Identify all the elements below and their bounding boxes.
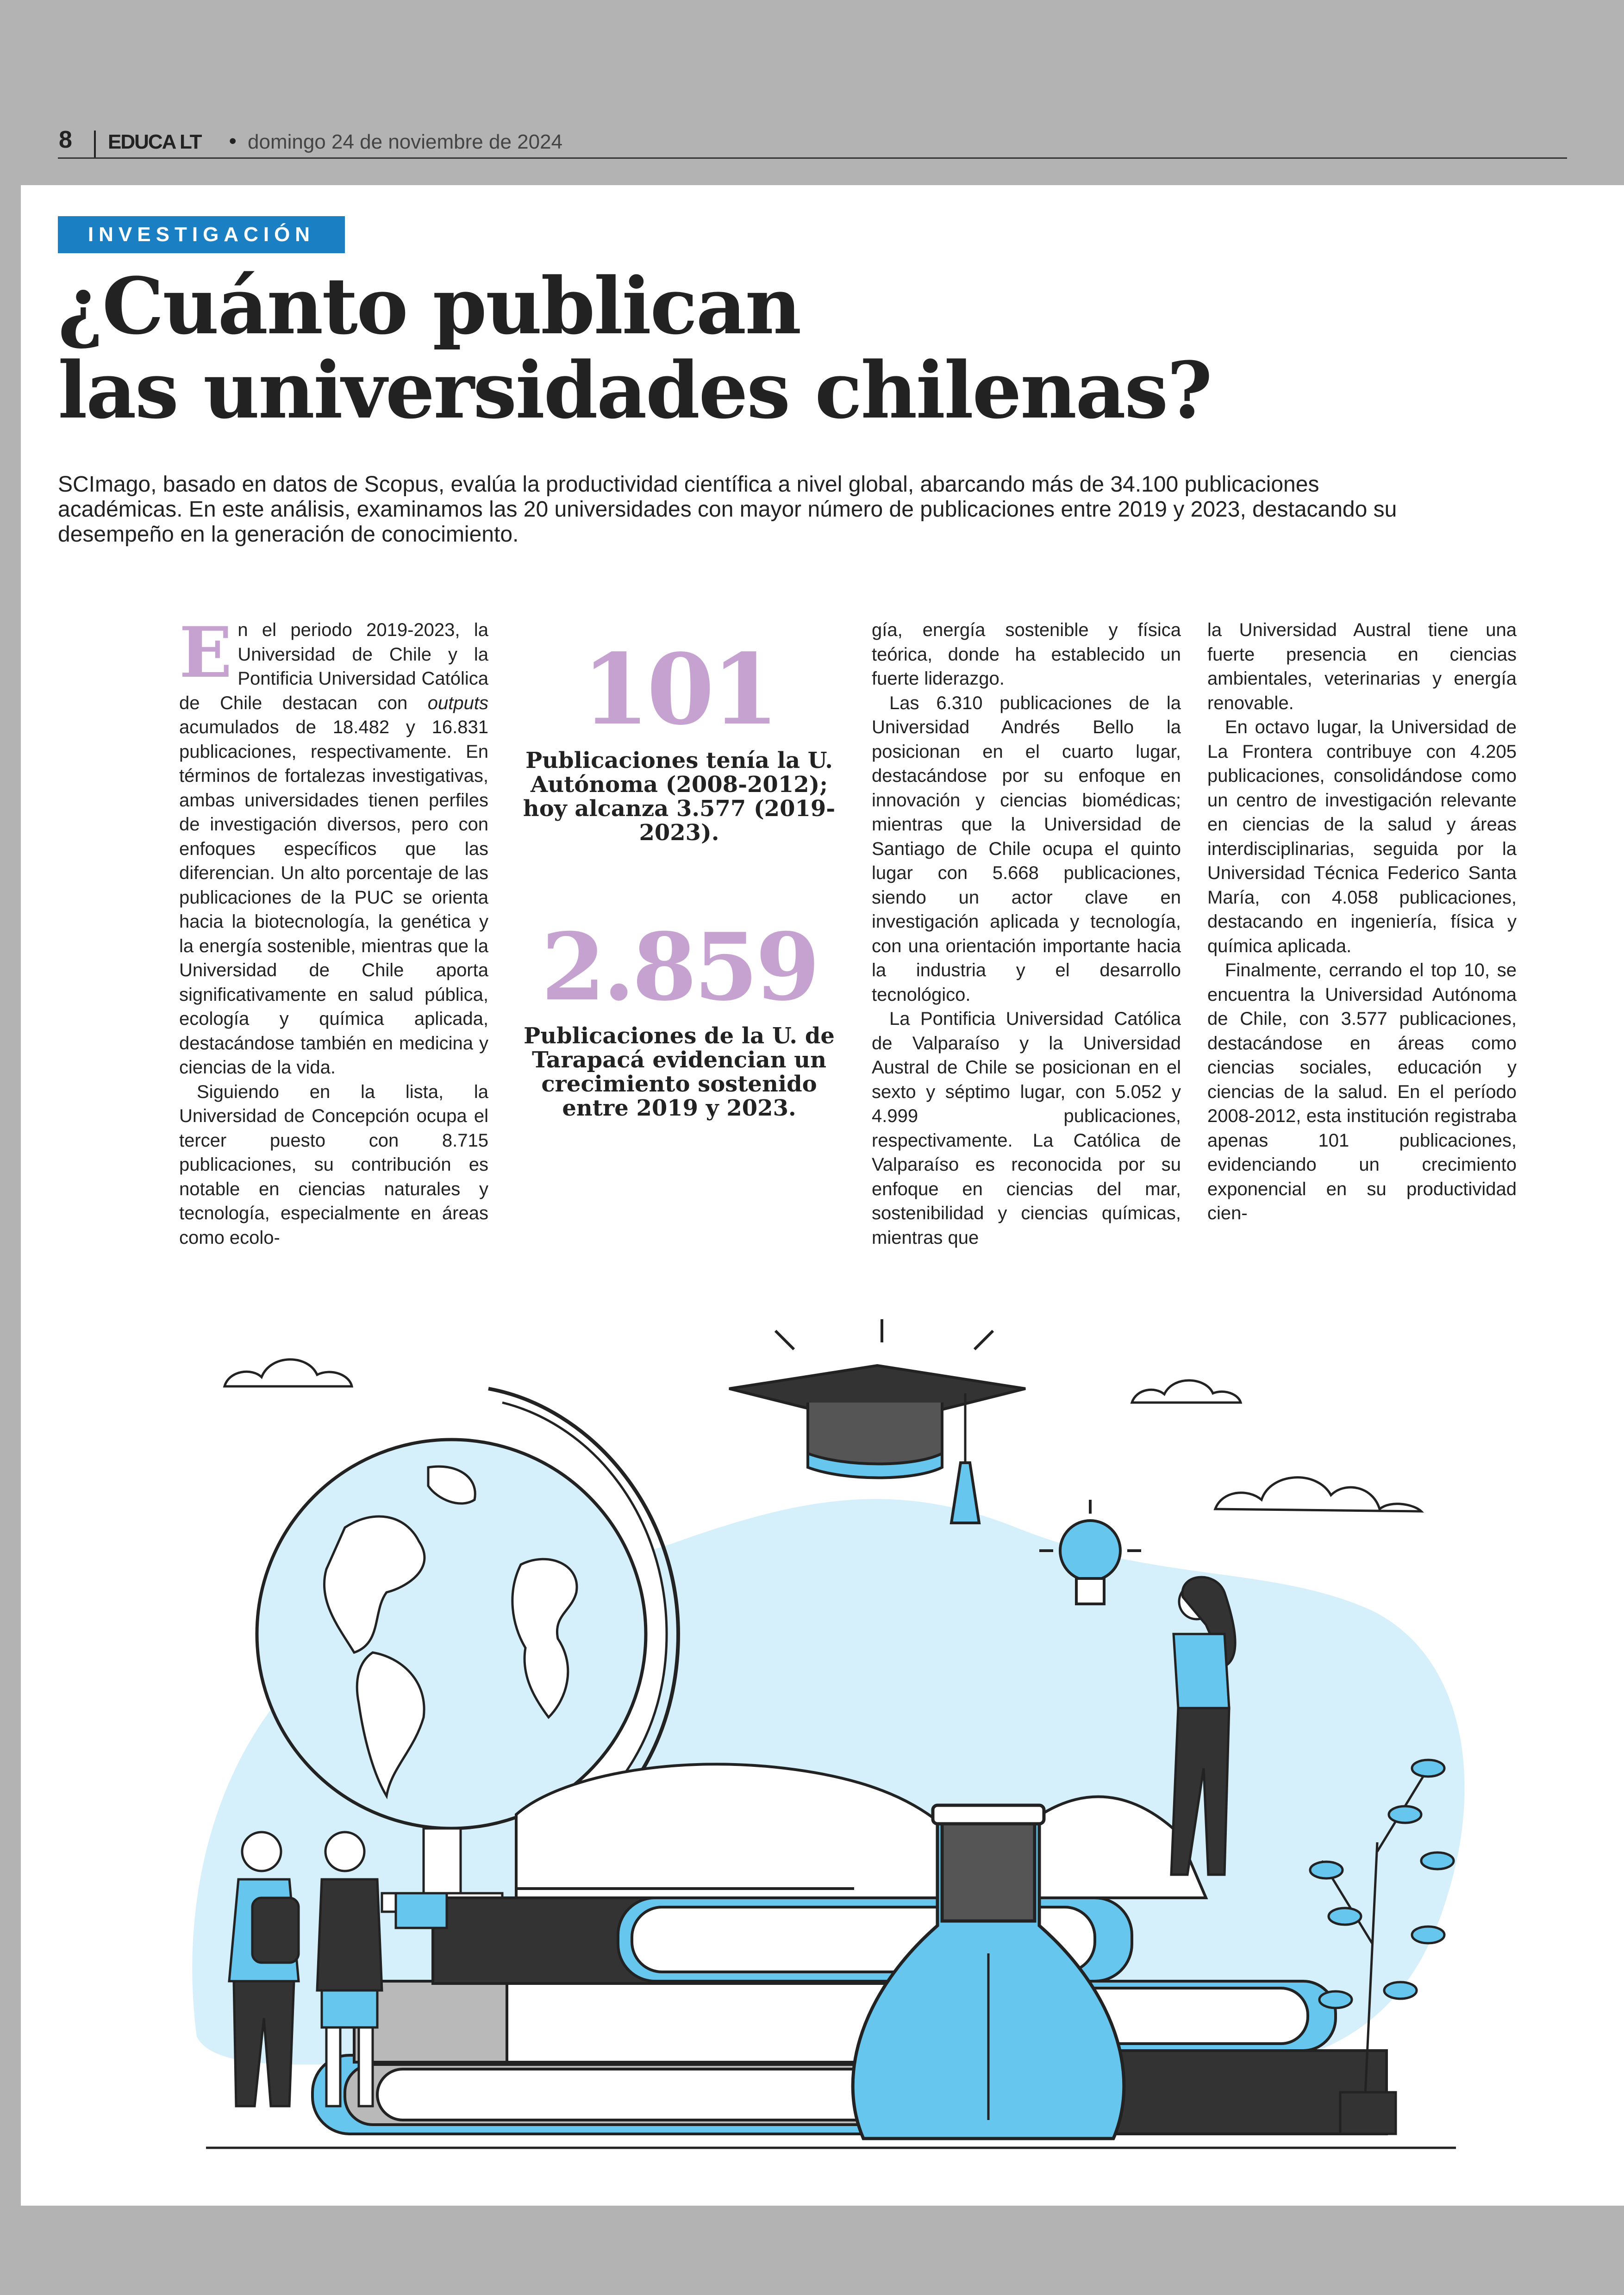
section-tag: INVESTIGACIÓN [58,216,345,253]
education-illustration [21,185,1624,2206]
stat-number: 101 [581,632,777,747]
body-paragraph: Las 6.310 publicaciones de la Universidad Andrés Bello la posicionan en el cuarto lugar, destacándose por su enfoque en innovación y ciencias biomédicas; mientras que la Universidad de Santiago de Chile ocupa el quinto lugar con 5.668 publicaciones, siendo un actor clave en investigación aplicada y tecnología, con una orientación importante hacia la industria y el desarrollo tecnológico. [872,692,1181,1005]
graduation-cap-icon [729,1319,1025,1523]
publication-brand: EDUCA LT [108,131,201,153]
title-line-2: las universidades chilenas? [58,344,1212,436]
cloud-icon [1132,1380,1241,1403]
publication-date: domingo 24 de noviembre de 2024 [248,131,563,153]
body-paragraph: La Pontificia Universidad Católica de Valparaíso y la Universidad Austral de Chile se posicionan en el sexto y séptimo lugar, con 5.052 y 4.999 publicaciones, respectivamente. La Católica de Valparaíso es reconocida por su enfoque en ciencias del mar, sostenibilidad y ciencias químicas, mientras que [872,1009,1181,1248]
text-run: n el periodo 2019-2023, la Universidad de Chile y la Pontificia Universidad Católica de Chile destacan con [179,620,488,713]
header-divider [94,131,96,157]
body-paragraph: gía, energía sostenible y física teórica, donde ha establecido un fuerte liderazgo. [872,620,1181,689]
body-paragraph: En octavo lugar, la Universidad de La Frontera contribuye con 4.205 publicaciones, consolidándose como un centro de investigación relevante en ciencias de la salud y áreas interdisciplinarias, seguida por la Universidad Técnica Federico Santa María, con 4.058 publicaciones, destacando en ingeniería, física y química aplicada. [1207,717,1517,956]
cloud-icon [1215,1478,1421,1511]
header-separator: • [229,130,237,152]
stat-number: 2.859 [541,913,818,1022]
text-run: acumulados de 18.482 y 16.831 publicaciones, respectivamente. En términos de fortalezas investigativas, ambas universidades tienen perfiles de investigación diversos, pero con enfoques específicos que las diferencian. Un alto porcentaje de las publicaciones de la PUC se orienta hacia la biotecnología, la genética y la energía sostenible, mientras que la Universidad de Chile aporta significativamente en salud pública, ecología y química aplicada, destacándose también en medicina y ciencias de la vida. [179,717,488,1078]
stat-caption: Publicaciones tenía la U. Autónoma (2008-2012); hoy alcanza 3.577 (2019-2023). [523,748,836,846]
italic-term: outputs [427,692,488,713]
body-paragraph: la Universidad Austral tiene una fuerte presencia en ciencias ambientales, veterinarias y energía renovable. [1207,620,1517,713]
article-page [21,185,1624,2206]
title-line-1: ¿Cuánto publican [58,260,800,352]
page-number: 8 [59,126,72,153]
drop-cap: E [179,612,232,693]
stat-caption: Publicaciones de la U. de Tarapacá evidencian un crecimiento sostenido entre 2019 y 2023. [524,1023,835,1121]
article-intro: SCImago, basado en datos de Scopus, evalúa la productividad científica a nivel global, abarcando más de 34.100 publicaciones académicas. En este análisis, examinamos las 20 universidades con mayor número de publicaciones entre 2019 y 2023, destacando su desempeño en la generación de conocimiento. [58,472,1397,547]
body-paragraph: Finalmente, cerrando el top 10, se encuentra la Universidad Autónoma de Chile, con 3.577 publicaciones, destacándose en áreas como ciencias sociales, educación y ciencias de la salud. En el período 2008-2012, esta institución registraba apenas 101 publicaciones, evidenciando un crecimiento exponencial en su productividad cien- [1207,960,1517,1223]
body-paragraph: Siguiendo en la lista, la Universidad de Concepción ocupa el tercer puesto con 8.715 publicaciones, su contribución es notable en ciencias naturales y tecnología, especialmente en áreas como ecolo- [179,1081,488,1248]
page-header [58,125,1567,159]
cloud-icon [225,1360,352,1386]
